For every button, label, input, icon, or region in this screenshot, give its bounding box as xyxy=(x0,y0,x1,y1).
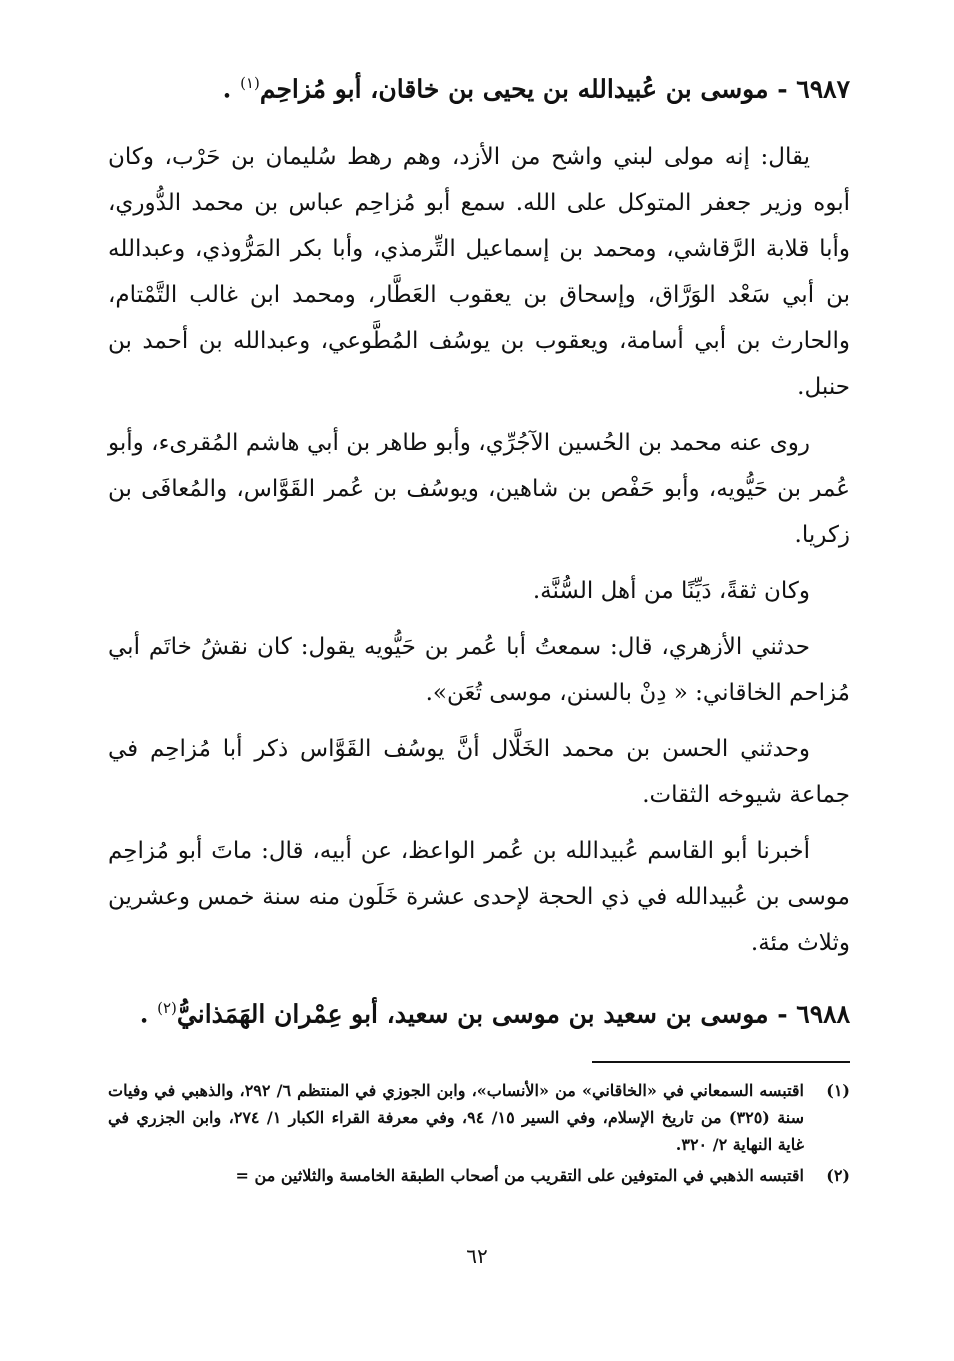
biography-paragraph: يقال: إنه مولى لبني واشح من الأزد، وهم رهط سُليمان بن حَرْب، وكان أبوه وزير جعفر المتوكل على الله. سمع أبو مُزاحِم عباس بن محمد الدُّوري، وأبا قلابة الرَّقاشي، ومحمد بن إسماعيل التِّرمذي، وأبا بكر المَرُّوذي، وعبدالله بن أبي سَعْد الوَرَّاق، وإسحاق بن يعقوب العَطَّار، ومحمد ابن غالب التَّمْتام، والحارث بن أبي أسامة، ويعقوب بن يوسُف المُطَّوعي، وعبدالله بن أحمد بن حنبل. xyxy=(108,144,850,401)
footnote-ref-1[interactable]: (١) xyxy=(240,74,260,92)
death-paragraph: أخبرنا أبو القاسم عُبيدالله بن عُمر الواعظ، عن أبيه، قال: ماتَ أبو مُزاحِم موسى بن عُبيدالله في ذي الحجة لإحدى عشرة خَلَون منه سنة خمس وعشرين وثلاث مئة. xyxy=(108,838,850,957)
footnote-text: اقتبسه الذهبي في المتوفين على التقريب من أصحاب الطبقة الخامسة والثلاثين من = xyxy=(235,1165,804,1185)
page-number: ٦٢ xyxy=(466,1244,488,1268)
seal-inscription-paragraph: حدثني الأزهري، قال: سمعتُ أبا عُمر بن حَيُّويه يقول: كان نقشُ خاتَم أبي مُزاحم الخاقاني: « دِنْ بالسنن، موسى تُعَن». xyxy=(108,634,850,707)
entry-heading-end: . xyxy=(222,74,241,104)
entry-heading-text: ٦٩٨٨ - موسى بن سعيد بن موسى بن سعيد، أبو عِمْران الهَمَذانيُّ xyxy=(176,999,850,1029)
footnote-divider xyxy=(592,1061,850,1063)
entry-heading-6988 xyxy=(108,984,850,1038)
reliability-paragraph: وكان ثقةً، دَيِّنًا من أهل السُّنَّة. xyxy=(532,578,810,605)
entry-heading-text: ٦٩٨٧ - موسى بن عُبيدالله بن يحيى بن خاقان، أبو مُزاحِم xyxy=(259,74,850,104)
footnote-number: (٢) xyxy=(826,1165,850,1185)
page-body xyxy=(108,60,850,1193)
qawwas-paragraph: وحدثني الحسن بن محمد الخَلَّال أنَّ يوسُف القَوَّاس ذكر أبا مُزاحِم في جماعة شيوخه الثقات. xyxy=(108,736,850,809)
footnote-text: اقتبسه السمعاني في «الخاقاني» من «الأنساب»، وابن الجوزي في المنتظم ٦/ ٢٩٢، والذهبي في وفيات سنة (٣٢٥) من تاريخ الإسلام، وفي السير ١٥/ ٩٤، وفي معرفة القراء الكبار ١/ ٢٧٤، وابن الجزري في غاية النهاية ٢/ ٣٢٠. xyxy=(108,1080,805,1154)
entry-heading-6987 xyxy=(108,60,850,112)
footnote-2 xyxy=(108,1162,850,1189)
footnote-number: (١) xyxy=(826,1080,850,1100)
footnote-1 xyxy=(108,1077,850,1158)
entry-heading-end: . xyxy=(139,999,158,1029)
footnote-ref-2[interactable]: (٢) xyxy=(157,999,177,1018)
narrators-paragraph: روى عنه محمد بن الحُسين الآجُرِّي، وأبو طاهر بن أبي هاشم المُقرىء، وأبو عُمر بن حَيُّويه، وأبو حَفْص بن شاهين، ويوسُف بن عُمر القَوَّاس، والمُعافَى بن زكريا. xyxy=(108,430,850,549)
